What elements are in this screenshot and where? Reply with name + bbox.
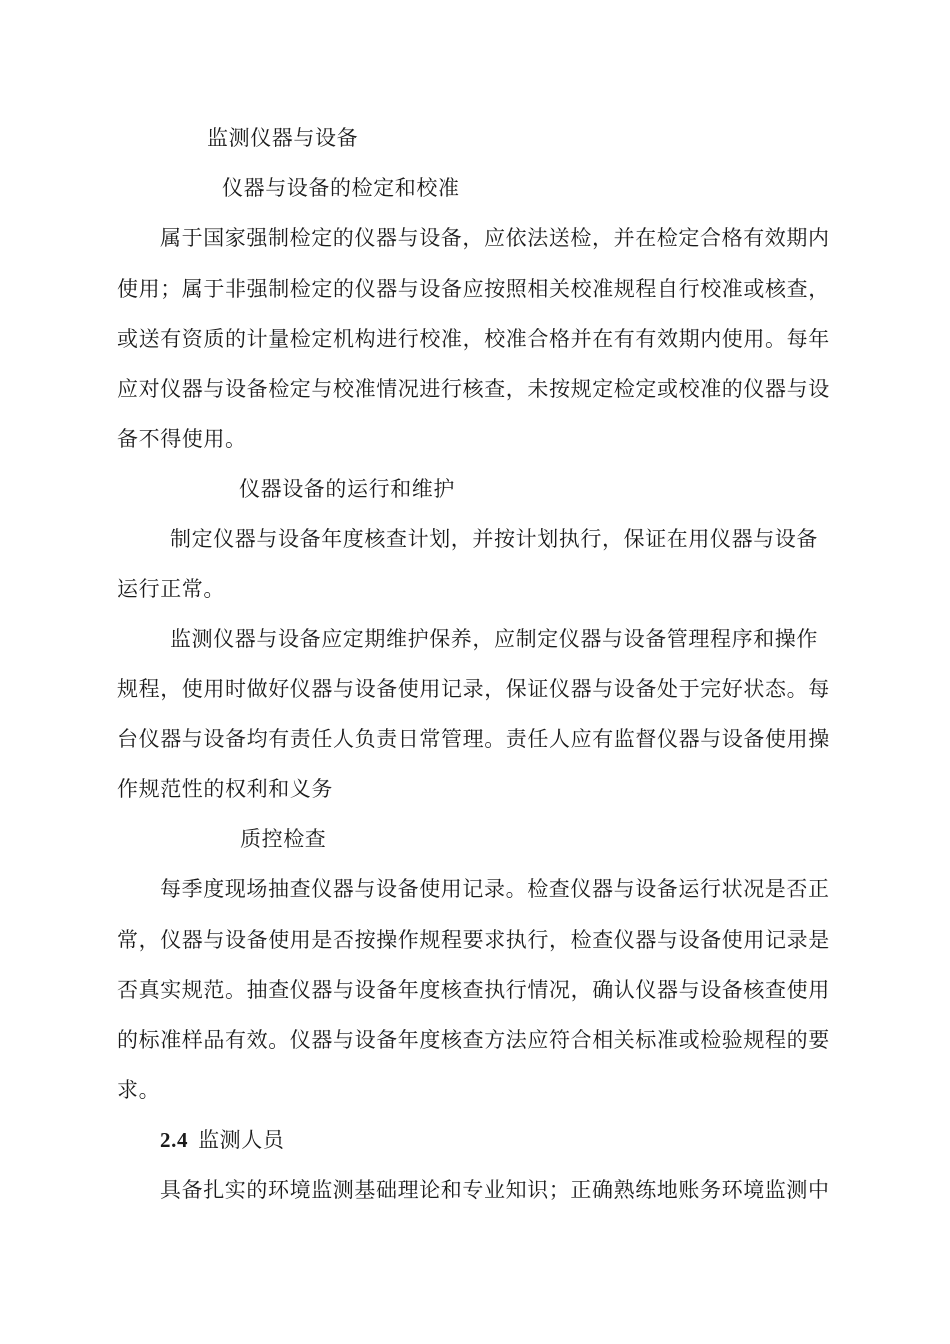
section-number: 2.4	[160, 1128, 189, 1152]
paragraph-operation-2-line-4: 作规范性的权利和义务	[117, 777, 333, 801]
paragraph-operation-2-line-2: 规程，使用时做好仪器与设备使用记录，保证仪器与设备处于完好状态。每	[117, 677, 830, 701]
paragraph-qc-line-4: 的标准样品有效。仪器与设备年度核查方法应符合相关标准或检验规程的要	[117, 1028, 830, 1052]
paragraph-qc-line-1: 每季度现场抽查仪器与设备使用记录。检查仪器与设备运行状况是否正	[160, 877, 830, 901]
heading-monitoring-instruments: 监测仪器与设备	[207, 126, 359, 150]
paragraph-operation-2-line-3: 台仪器与设备均有责任人负责日常管理。责任人应有监督仪器与设备使用操	[117, 727, 830, 751]
paragraph-operation-2-line-1: 监测仪器与设备应定期维护保养，应制定仪器与设备管理程序和操作	[170, 627, 818, 651]
section-heading-2-4	[160, 1128, 284, 1152]
paragraph-calibration-line-3: 或送有资质的计量检定机构进行校准，校准合格并在有有效期内使用。每年	[117, 327, 830, 351]
paragraph-personnel-line-1: 具备扎实的环境监测基础理论和专业知识；正确熟练地账务环境监测中	[160, 1178, 830, 1202]
paragraph-qc-line-5: 求。	[117, 1078, 161, 1102]
paragraph-calibration-line-2: 使用；属于非强制检定的仪器与设备应按照相关校准规程自行校准或核查，	[117, 277, 830, 301]
heading-quality-control: 质控检查	[240, 827, 327, 851]
paragraph-qc-line-2: 常，仪器与设备使用是否按操作规程要求执行，检查仪器与设备使用记录是	[117, 928, 830, 952]
heading-operation-maintenance: 仪器设备的运行和维护	[239, 477, 455, 501]
paragraph-calibration-line-4: 应对仪器与设备检定与校准情况进行核查，未按规定检定或校准的仪器与设	[117, 377, 830, 401]
section-title: 监测人员	[198, 1128, 285, 1152]
paragraph-qc-line-3: 否真实规范。抽查仪器与设备年度核查执行情况，确认仪器与设备核查使用	[117, 978, 830, 1002]
paragraph-operation-1-line-2: 运行正常。	[117, 577, 225, 601]
paragraph-calibration-line-5: 备不得使用。	[117, 427, 247, 451]
paragraph-operation-1-line-1: 制定仪器与设备年度核查计划，并按计划执行，保证在用仪器与设备	[170, 527, 818, 551]
paragraph-calibration-line-1: 属于国家强制检定的仪器与设备，应依法送检，并在检定合格有效期内	[160, 226, 830, 250]
heading-verification-calibration: 仪器与设备的检定和校准	[222, 176, 460, 200]
